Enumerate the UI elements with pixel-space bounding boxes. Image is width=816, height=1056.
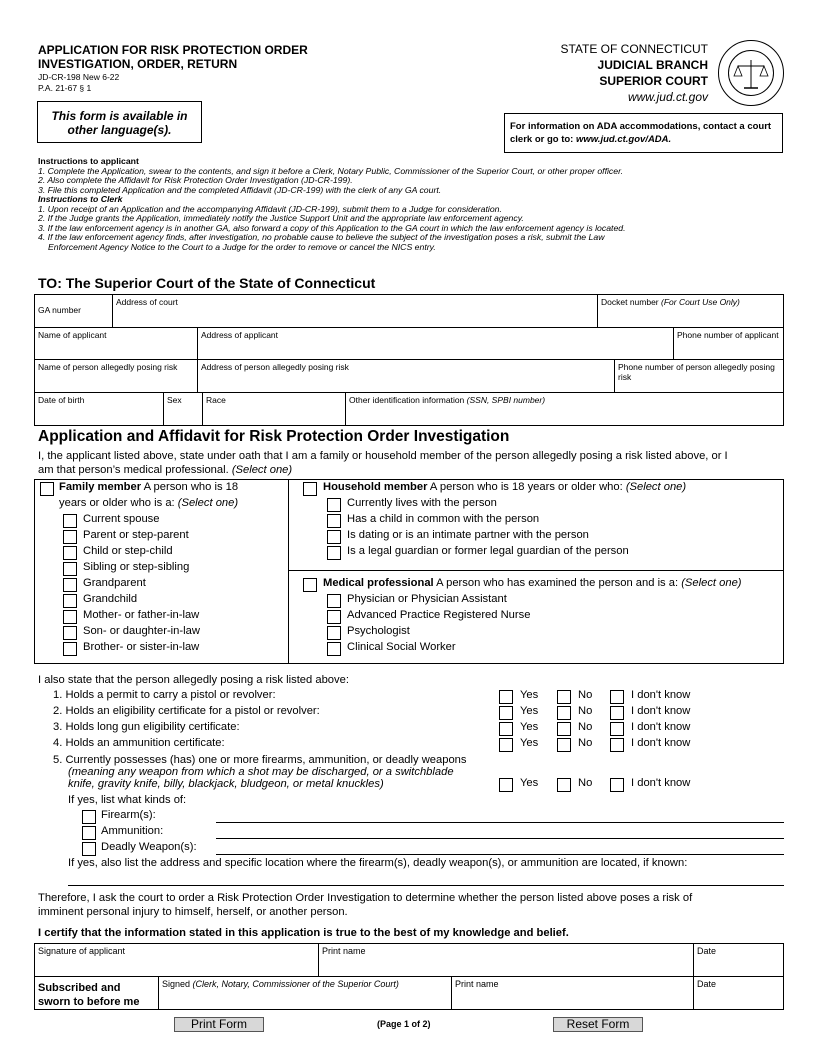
applicant-phone-field[interactable]: Phone number of applicant (677, 330, 779, 340)
household-option-label: Has a child in common with the person (347, 513, 540, 525)
household-option-checkbox[interactable] (327, 514, 341, 528)
household-option-checkbox[interactable] (327, 546, 341, 560)
question-4-unknown-checkbox[interactable] (610, 738, 624, 752)
question-5-no-checkbox[interactable] (557, 778, 571, 792)
location-input[interactable] (68, 885, 784, 886)
question-5-yes-checkbox[interactable] (499, 778, 513, 792)
question-4-no-checkbox[interactable] (557, 738, 571, 752)
family-option-label: Brother- or sister-in-law (83, 641, 200, 653)
family-option-label: Current spouse (83, 513, 160, 525)
family-option-checkbox[interactable] (63, 578, 77, 592)
sex-field[interactable]: Sex (164, 393, 203, 425)
person-name-field[interactable]: Name of person allegedly posing risk (35, 360, 198, 392)
question-5-unknown-label: I don't know (631, 777, 691, 789)
question-3-no-checkbox[interactable] (557, 722, 571, 736)
certification: I certify that the information stated in this application is true to the best of my knowledge and belief. (38, 927, 569, 939)
officer-signature-field[interactable]: Signed (Clerk, Notary, Commissioner of the Superior Court) (159, 977, 452, 1009)
question-3: 3. Holds long gun eligibility certificate: (53, 721, 240, 733)
form-title: APPLICATION FOR RISK PROTECTION ORDER INVESTIGATION, ORDER, RETURN (38, 43, 308, 71)
family-option-checkbox[interactable] (63, 642, 77, 656)
also-state-text: I also state that the person allegedly posing a risk listed above: (38, 674, 349, 686)
family-member-checkbox[interactable] (40, 482, 54, 496)
race-field[interactable]: Race (203, 393, 346, 425)
person-phone-field[interactable]: Phone number of person allegedly posing risk (618, 362, 775, 382)
family-option-checkbox[interactable] (63, 610, 77, 624)
sworn-row (34, 976, 784, 1010)
medical-professional-label: Medical professional A person who has examined the person and is a: (Select one) (323, 577, 742, 589)
question-5: 5. Currently possesses (has) one or more firearms, ammunition, or deadly weapons (53, 754, 467, 766)
household-option-label: Is dating or is an intimate partner with the person (347, 529, 589, 541)
weapon-kind-input[interactable] (216, 822, 784, 823)
weapon-kind-checkbox[interactable] (82, 842, 96, 856)
applicant-date-field[interactable]: Date (697, 946, 717, 956)
question-4-yes-label: Yes (520, 737, 539, 749)
family-option-checkbox[interactable] (63, 530, 77, 544)
signature-field[interactable]: Signature of applicant (35, 944, 319, 976)
question-3-unknown-label: I don't know (631, 721, 691, 733)
question-4-no-label: No (578, 737, 593, 749)
family-option-label: Sibling or step-sibling (83, 561, 190, 573)
applicant-row (34, 327, 784, 360)
question-2-yes-checkbox[interactable] (499, 706, 513, 720)
ga-number-field[interactable]: GA number (35, 295, 113, 327)
instructions: Instructions to applicant 1. Complete the Application, swear to the contents, and sign it before a Clerk, Notary Public, Commissioner of the Superior Court, or other proper officer. 2. Also complete the Affidavit for Risk Protection Order Investigation (JD-CR-199). 3. File this completed Application and the completed Affidavit (JD-CR-199) with the clerk of any GA court. Instructions to Clerk 1. Upon receipt of an Application and the accompanying Affidavit (JD-CR-199), submit them to a Judge for consideration. 2. If the Judge grants the Application, immediately notify the Justice Support Unit and the appropriate law enforcement agency. 3. If the law enforcement agency is in another GA, also forward a copy of this Application to the GA court in which the law enforcement agency is located. 4. If the law enforcement agency finds, after investigation, no probable cause to believe the subject of the investigation poses a risk, submit the Law Enforcement Agency Notice to the Court to a Judge for the order to remove or cancel the NICS entry. (38, 156, 626, 252)
medical-option-checkbox[interactable] (327, 610, 341, 624)
question-5-note: (meaning any weapon from which a shot may be discharged, or a switchblade (68, 766, 454, 778)
dob-field[interactable]: Date of birth (35, 393, 164, 425)
household-option-label: Is a legal guardian or former legal guardian of the person (347, 545, 629, 557)
medical-option-checkbox[interactable] (327, 594, 341, 608)
medical-option-label: Physician or Physician Assistant (347, 593, 507, 605)
weapon-kind-input[interactable] (216, 838, 784, 839)
question-2-yes-label: Yes (520, 705, 539, 717)
family-option-label: Parent or step-parent (83, 529, 189, 541)
weapon-kind-label: Firearm(s): (101, 809, 156, 821)
household-option-label: Currently lives with the person (347, 497, 497, 509)
page-number: (Page 1 of 2) (377, 1019, 431, 1029)
question-2-unknown-label: I don't know (631, 705, 691, 717)
question-2-unknown-checkbox[interactable] (610, 706, 624, 720)
family-option-checkbox[interactable] (63, 594, 77, 608)
question-1-no-checkbox[interactable] (557, 690, 571, 704)
family-option-label: Grandchild (83, 593, 138, 605)
family-option-label: Grandparent (83, 577, 146, 589)
question-3-unknown-checkbox[interactable] (610, 722, 624, 736)
question-3-yes-label: Yes (520, 721, 539, 733)
reset-form-button[interactable]: Reset Form (553, 1017, 643, 1032)
language-notice: This form is available in other language(s). (37, 101, 202, 143)
ada-notice: For information on ADA accommodations, contact a court clerk or go to: www.jud.ct.gov/ADA. (504, 113, 783, 153)
family-option-label: Child or step-child (83, 545, 173, 557)
question-4: 4. Holds an ammunition certificate: (53, 737, 225, 749)
medical-option-label: Clinical Social Worker (347, 641, 456, 653)
if-yes-kinds: If yes, list what kinds of: (68, 794, 187, 806)
weapon-kind-checkbox[interactable] (82, 810, 96, 824)
officer-print-name-field[interactable]: Print name (452, 977, 694, 1009)
question-2: 2. Holds an eligibility certificate for a pistol or revolver: (53, 705, 320, 717)
section-title: Application and Affidavit for Risk Protection Order Investigation (38, 428, 510, 445)
question-2-no-label: No (578, 705, 593, 717)
court-address-field[interactable]: Address of court (113, 295, 598, 327)
applicant-name-field[interactable]: Name of applicant (35, 328, 198, 359)
question-1-unknown-checkbox[interactable] (610, 690, 624, 704)
question-4-yes-checkbox[interactable] (499, 738, 513, 752)
medical-option-checkbox[interactable] (327, 642, 341, 656)
sworn-label: Subscribed and sworn to before me (35, 977, 159, 1009)
family-option-checkbox[interactable] (63, 546, 77, 560)
question-5-yes-label: Yes (520, 777, 539, 789)
question-4-unknown-label: I don't know (631, 737, 691, 749)
question-5-note: knife, gravity knife, billy, blackjack, bludgeon, or metal knuckles) (68, 778, 384, 790)
medical-professional-checkbox[interactable] (303, 578, 317, 592)
question-1-no-label: No (578, 689, 593, 701)
court-row (34, 294, 784, 328)
print-form-button[interactable]: Print Form (174, 1017, 264, 1032)
seal-scales-icon (718, 40, 784, 106)
applicant-print-name-field[interactable]: Print name (319, 944, 694, 976)
household-option-checkbox[interactable] (327, 498, 341, 512)
medical-option-checkbox[interactable] (327, 626, 341, 640)
form-number: JD-CR-198 New 6-22 P.A. 21-67 § 1 (38, 72, 120, 93)
question-1: 1. Holds a permit to carry a pistol or revolver: (53, 689, 276, 701)
family-option-label: Mother- or father-in-law (83, 609, 200, 621)
applicant-address-field[interactable]: Address of applicant (198, 328, 674, 359)
family-option-checkbox[interactable] (63, 514, 77, 528)
medical-option-label: Advanced Practice Registered Nurse (347, 609, 531, 621)
addressee: TO: The Superior Court of the State of Connecticut (38, 275, 376, 291)
question-2-no-checkbox[interactable] (557, 706, 571, 720)
question-5-unknown-checkbox[interactable] (610, 778, 624, 792)
question-3-yes-checkbox[interactable] (499, 722, 513, 736)
question-1-yes-label: Yes (520, 689, 539, 701)
person-address-field[interactable]: Address of person allegedly posing risk (198, 360, 615, 392)
medical-option-label: Psychologist (347, 625, 410, 637)
family-member-label: Family member A person who is 18 (59, 481, 239, 493)
divider (288, 570, 784, 571)
question-5-no-label: No (578, 777, 593, 789)
location-prompt: If yes, also list the address and specific location where the firearm(s), deadly weapon(s), or ammunition are located, if known: (68, 857, 688, 869)
weapon-kind-checkbox[interactable] (82, 826, 96, 840)
family-option-checkbox[interactable] (63, 626, 77, 640)
household-option-checkbox[interactable] (327, 530, 341, 544)
signature-row (34, 943, 784, 977)
divider (288, 479, 289, 664)
question-1-yes-checkbox[interactable] (499, 690, 513, 704)
request-statement: Therefore, I ask the court to order a Risk Protection Order Investigation to determine whether the person listed above poses a risk of imminent personal injury to himself, herself, or another person. (38, 892, 693, 918)
question-3-no-label: No (578, 721, 593, 733)
other-id-field[interactable]: Other identification information (SSN, SPBI number) (349, 395, 546, 405)
officer-date-field[interactable]: Date (697, 979, 717, 989)
oath-statement: I, the applicant listed above, state under oath that I am a family or household member of the person allegedly posing a risk listed above, or I am that person’s medical professional. (Select one) (38, 450, 728, 476)
docket-field[interactable]: Docket number (For Court Use Only) (601, 297, 740, 307)
court-header: STATE OF CONNECTICUT JUDICIAL BRANCH SUPERIOR COURT www.jud.ct.gov (560, 42, 708, 104)
family-option-checkbox[interactable] (63, 562, 77, 576)
weapon-kind-input[interactable] (216, 854, 784, 855)
question-1-unknown-label: I don't know (631, 689, 691, 701)
identity-row (34, 392, 784, 426)
weapon-kind-label: Ammunition: (101, 825, 164, 837)
person-row (34, 359, 784, 393)
family-option-label: Son- or daughter-in-law (83, 625, 200, 637)
weapon-kind-label: Deadly Weapon(s): (101, 841, 197, 853)
household-member-checkbox[interactable] (303, 482, 317, 496)
family-member-label-cont: years or older who is a: (Select one) (59, 497, 239, 509)
household-member-label: Household member A person who is 18 years or older who: (Select one) (323, 481, 687, 493)
